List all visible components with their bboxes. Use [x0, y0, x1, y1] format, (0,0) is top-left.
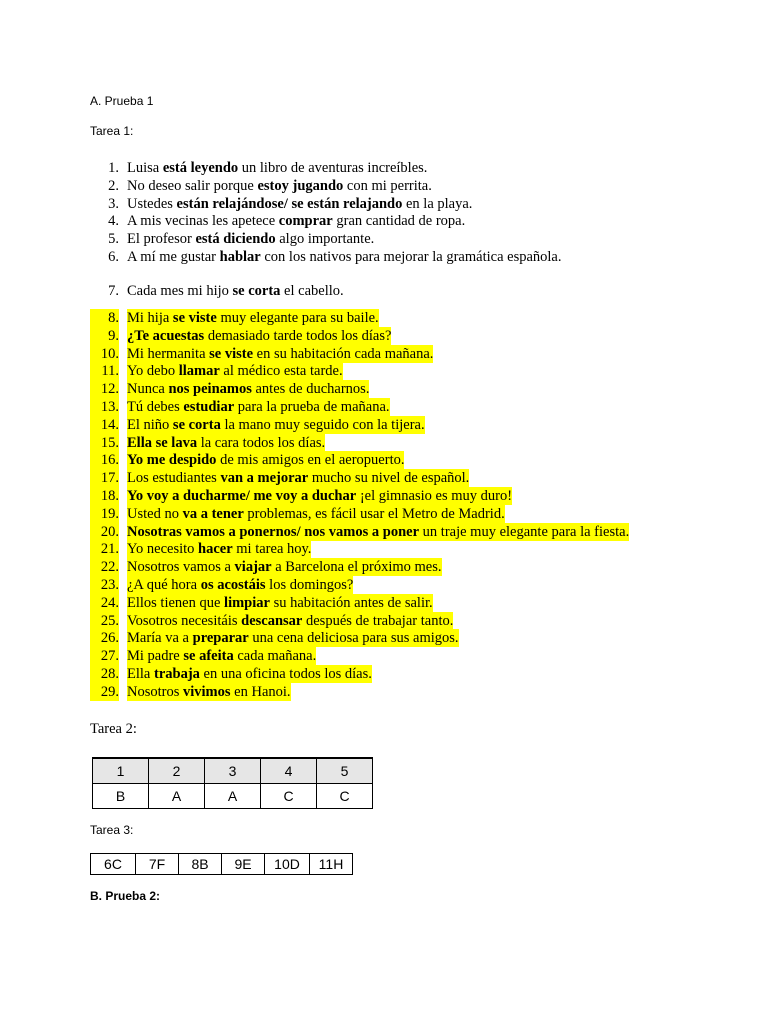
sentence-text: Yo necesito	[127, 541, 199, 558]
list-item-text	[127, 612, 453, 630]
sentence-text: Usted no	[127, 505, 183, 522]
table-cell: 9E	[222, 854, 265, 875]
list-item-text	[127, 523, 629, 541]
answer-text: se afeita	[183, 648, 234, 665]
sentence-text: en una oficina todos los días.	[199, 666, 372, 682]
list-item-text	[127, 159, 427, 177]
sentence-text: a Barcelona el próximo mes.	[271, 559, 442, 576]
sentence-text: cada mañana.	[233, 648, 317, 665]
answer-text: preparar	[192, 630, 249, 647]
sentence-text: Tú debes	[127, 399, 184, 415]
list-item-text	[127, 248, 562, 266]
sentence-text: en la playa.	[402, 195, 473, 212]
list-item-text	[127, 177, 432, 195]
list-item-number: 8.	[90, 309, 119, 327]
sentence-text: Vosotros necesitáis	[127, 612, 242, 629]
answer-text: va a tener	[182, 505, 244, 522]
sentence-text: mi tarea hoy.	[232, 541, 312, 558]
answer-text: os acostáis	[200, 577, 266, 593]
list-item-text	[127, 434, 325, 452]
list-item-number: 24.	[90, 594, 119, 612]
sentence-text: Ella	[127, 666, 154, 682]
list-item-number: 29.	[90, 683, 119, 701]
list-item-number: 10.	[90, 345, 119, 363]
table-cell: C	[317, 784, 373, 809]
sentence-text: en su habitación cada mañana.	[253, 345, 434, 362]
answer-text: limpiar	[224, 594, 270, 611]
tarea2-answer-row	[93, 784, 373, 809]
sentence-text: No deseo salir porque	[127, 177, 258, 194]
list-item-number: 28.	[90, 665, 119, 683]
list-item-number: 12.	[90, 380, 119, 398]
answer-text: Ella se lava	[127, 434, 198, 451]
sentence-text: al médico esta tarde.	[219, 363, 343, 380]
answer-text: descansar	[241, 612, 303, 629]
sentence-text: A mí me gustar	[127, 249, 220, 265]
list-item-text	[127, 451, 404, 469]
list-item-text	[127, 487, 512, 505]
list-item-text	[127, 345, 433, 363]
answer-text: Nosotras vamos a ponernos/ nos vamos a poner	[127, 523, 420, 540]
list-item-number: 18.	[90, 487, 119, 505]
list-item-number: 13.	[90, 398, 119, 416]
list-item-number: 7.	[108, 283, 119, 299]
answer-text: viajar	[234, 559, 272, 576]
tarea3-label: Tarea 3:	[90, 823, 134, 837]
sentence-text: mucho su nivel de español.	[308, 470, 470, 487]
table-cell: 7F	[136, 854, 179, 875]
list-item-text	[127, 282, 344, 300]
list-item-text	[127, 195, 472, 213]
sentence-text: El profesor	[127, 231, 196, 248]
sentence-text: de mis amigos en el aeropuerto.	[216, 452, 405, 469]
answer-text: estoy jugando	[257, 177, 344, 194]
table-cell: 5	[317, 758, 373, 784]
list-item-number: 21.	[90, 540, 119, 558]
sentence-text: problemas, es fácil usar el Metro de Madrid.	[243, 505, 505, 522]
sentence-text: un libro de aventuras increíbles.	[238, 160, 428, 176]
sentence-text: Mi hija	[127, 310, 173, 326]
list-item-number: 23.	[90, 576, 119, 594]
table-cell: 10D	[265, 854, 310, 875]
sentence-text: Nosotros	[127, 683, 183, 700]
tarea2-label: Tarea 2:	[90, 721, 137, 737]
answer-text: estudiar	[183, 399, 235, 415]
sentence-text: después de trabajar tanto.	[302, 612, 454, 629]
answer-text: hacer	[198, 541, 233, 558]
answer-text: se corta	[172, 416, 221, 433]
list-item-number: 17.	[90, 469, 119, 487]
table-cell: B	[93, 784, 149, 809]
list-item-number: 5.	[108, 231, 119, 248]
sentence-text: Nunca	[127, 381, 169, 398]
answer-text: nos peinamos	[168, 381, 252, 398]
list-item-text	[127, 416, 425, 434]
answer-text: hablar	[219, 249, 261, 265]
list-item-text	[127, 362, 343, 380]
tarea2-header-row	[93, 758, 373, 784]
list-item-text	[127, 683, 291, 701]
section-b-heading: B. Prueba 2:	[90, 889, 161, 903]
answer-text: Yo me despido	[127, 452, 217, 469]
answer-text: comprar	[278, 213, 333, 230]
list-item-text	[127, 665, 372, 683]
sentence-text: El niño	[127, 416, 173, 433]
sentence-text: con mi perrita.	[343, 177, 432, 194]
list-item-number: 2.	[108, 177, 119, 194]
sentence-text: Los estudiantes	[127, 470, 221, 487]
sentence-text: ¡el gimnasio es muy duro!	[356, 488, 513, 504]
list-item-text	[127, 212, 465, 230]
list-item-number: 26.	[90, 629, 119, 647]
tarea3-answer-table	[90, 853, 353, 875]
list-item-text	[127, 309, 379, 327]
table-cell: C	[261, 784, 317, 809]
sentence-text: Cada mes mi hijo	[127, 283, 233, 299]
list-item-text	[127, 327, 391, 345]
list-item-text	[127, 629, 459, 647]
table-cell: A	[149, 784, 205, 809]
sentence-text: A mis vecinas les apetece	[127, 213, 279, 230]
sentence-text: demasiado tarde todos los días?	[204, 327, 392, 344]
tarea1-label: Tarea 1:	[90, 124, 134, 138]
table-cell: 4	[261, 758, 317, 784]
list-item-text	[127, 398, 390, 416]
sentence-text: Mi padre	[127, 648, 184, 665]
list-item-number: 16.	[90, 451, 119, 469]
list-item-text	[127, 230, 374, 248]
sentence-text: Yo debo	[127, 363, 179, 380]
answer-text: van a mejorar	[220, 470, 309, 487]
list-item-number: 27.	[90, 647, 119, 665]
sentence-text: un traje muy elegante para la fiesta.	[419, 523, 630, 540]
list-item-number: 15.	[90, 434, 119, 452]
answer-text: se viste	[172, 310, 217, 326]
tarea3-row	[91, 854, 353, 875]
sentence-text: gran cantidad de ropa.	[332, 213, 466, 230]
sentence-text: Nosotros vamos a	[127, 559, 235, 576]
list-item-number: 14.	[90, 416, 119, 434]
list-item-number: 4.	[108, 213, 119, 230]
list-item-number: 20.	[90, 523, 119, 541]
sentence-text: Ustedes	[127, 195, 177, 212]
answer-text: están relajándose/ se están relajando	[176, 195, 403, 212]
table-cell: A	[205, 784, 261, 809]
sentence-text: en Hanoi.	[230, 683, 291, 700]
sentence-text: muy elegante para su baile.	[216, 310, 379, 326]
list-item-text	[127, 576, 353, 594]
answer-text: vivimos	[183, 683, 231, 700]
sentence-text: una cena deliciosa para sus amigos.	[248, 630, 459, 647]
sentence-text: Ellos tienen que	[127, 594, 225, 611]
table-cell: 1	[93, 758, 149, 784]
answer-text: está leyendo	[162, 160, 239, 176]
sentence-text: Luisa	[127, 160, 163, 176]
sentence-text: la cara todos los días.	[197, 434, 326, 451]
table-cell: 3	[205, 758, 261, 784]
list-item-text	[127, 594, 433, 612]
list-item-number: 3.	[108, 195, 119, 212]
list-item-number: 6.	[108, 249, 119, 265]
tarea2-answer-table	[92, 757, 373, 809]
section-a-heading: A. Prueba 1	[90, 94, 154, 108]
sentence-text: María va a	[127, 630, 193, 647]
list-item-text	[127, 540, 311, 558]
table-cell: 2	[149, 758, 205, 784]
sentence-text: los domingos?	[265, 577, 354, 593]
list-item-text	[127, 647, 316, 665]
table-cell: 11H	[310, 854, 353, 875]
answer-text: trabaja	[153, 666, 200, 682]
table-cell: 6C	[91, 854, 136, 875]
list-item-number: 11.	[90, 362, 119, 380]
sentence-text: el cabello.	[280, 283, 344, 299]
list-item-number: 19.	[90, 505, 119, 523]
table-cell: 8B	[179, 854, 222, 875]
list-item-text	[127, 380, 369, 398]
sentence-text: con los nativos para mejorar la gramática española.	[260, 249, 562, 265]
answer-text: está diciendo	[195, 231, 276, 248]
sentence-text: para la prueba de mañana.	[234, 399, 390, 415]
sentence-text: ¿A qué hora	[127, 577, 201, 593]
sentence-text: algo importante.	[275, 231, 375, 248]
sentence-text: Mi hermanita	[127, 345, 210, 362]
sentence-text: su habitación antes de salir.	[269, 594, 433, 611]
list-item-text	[127, 558, 442, 576]
sentence-text: la mano muy seguido con la tijera.	[220, 416, 425, 433]
list-item-text	[127, 505, 505, 523]
answer-text: se viste	[209, 345, 254, 362]
list-item-number: 9.	[90, 327, 119, 345]
list-item-number: 1.	[108, 160, 119, 176]
answer-text: llamar	[178, 363, 220, 380]
list-item-number: 22.	[90, 558, 119, 576]
answer-text: Yo voy a ducharme/ me voy a duchar	[127, 488, 357, 504]
list-item-text	[127, 469, 469, 487]
answer-text: ¿Te acuestas	[127, 327, 205, 344]
list-item-number: 25.	[90, 612, 119, 630]
answer-text: se corta	[232, 283, 281, 299]
sentence-text: antes de ducharnos.	[251, 381, 370, 398]
